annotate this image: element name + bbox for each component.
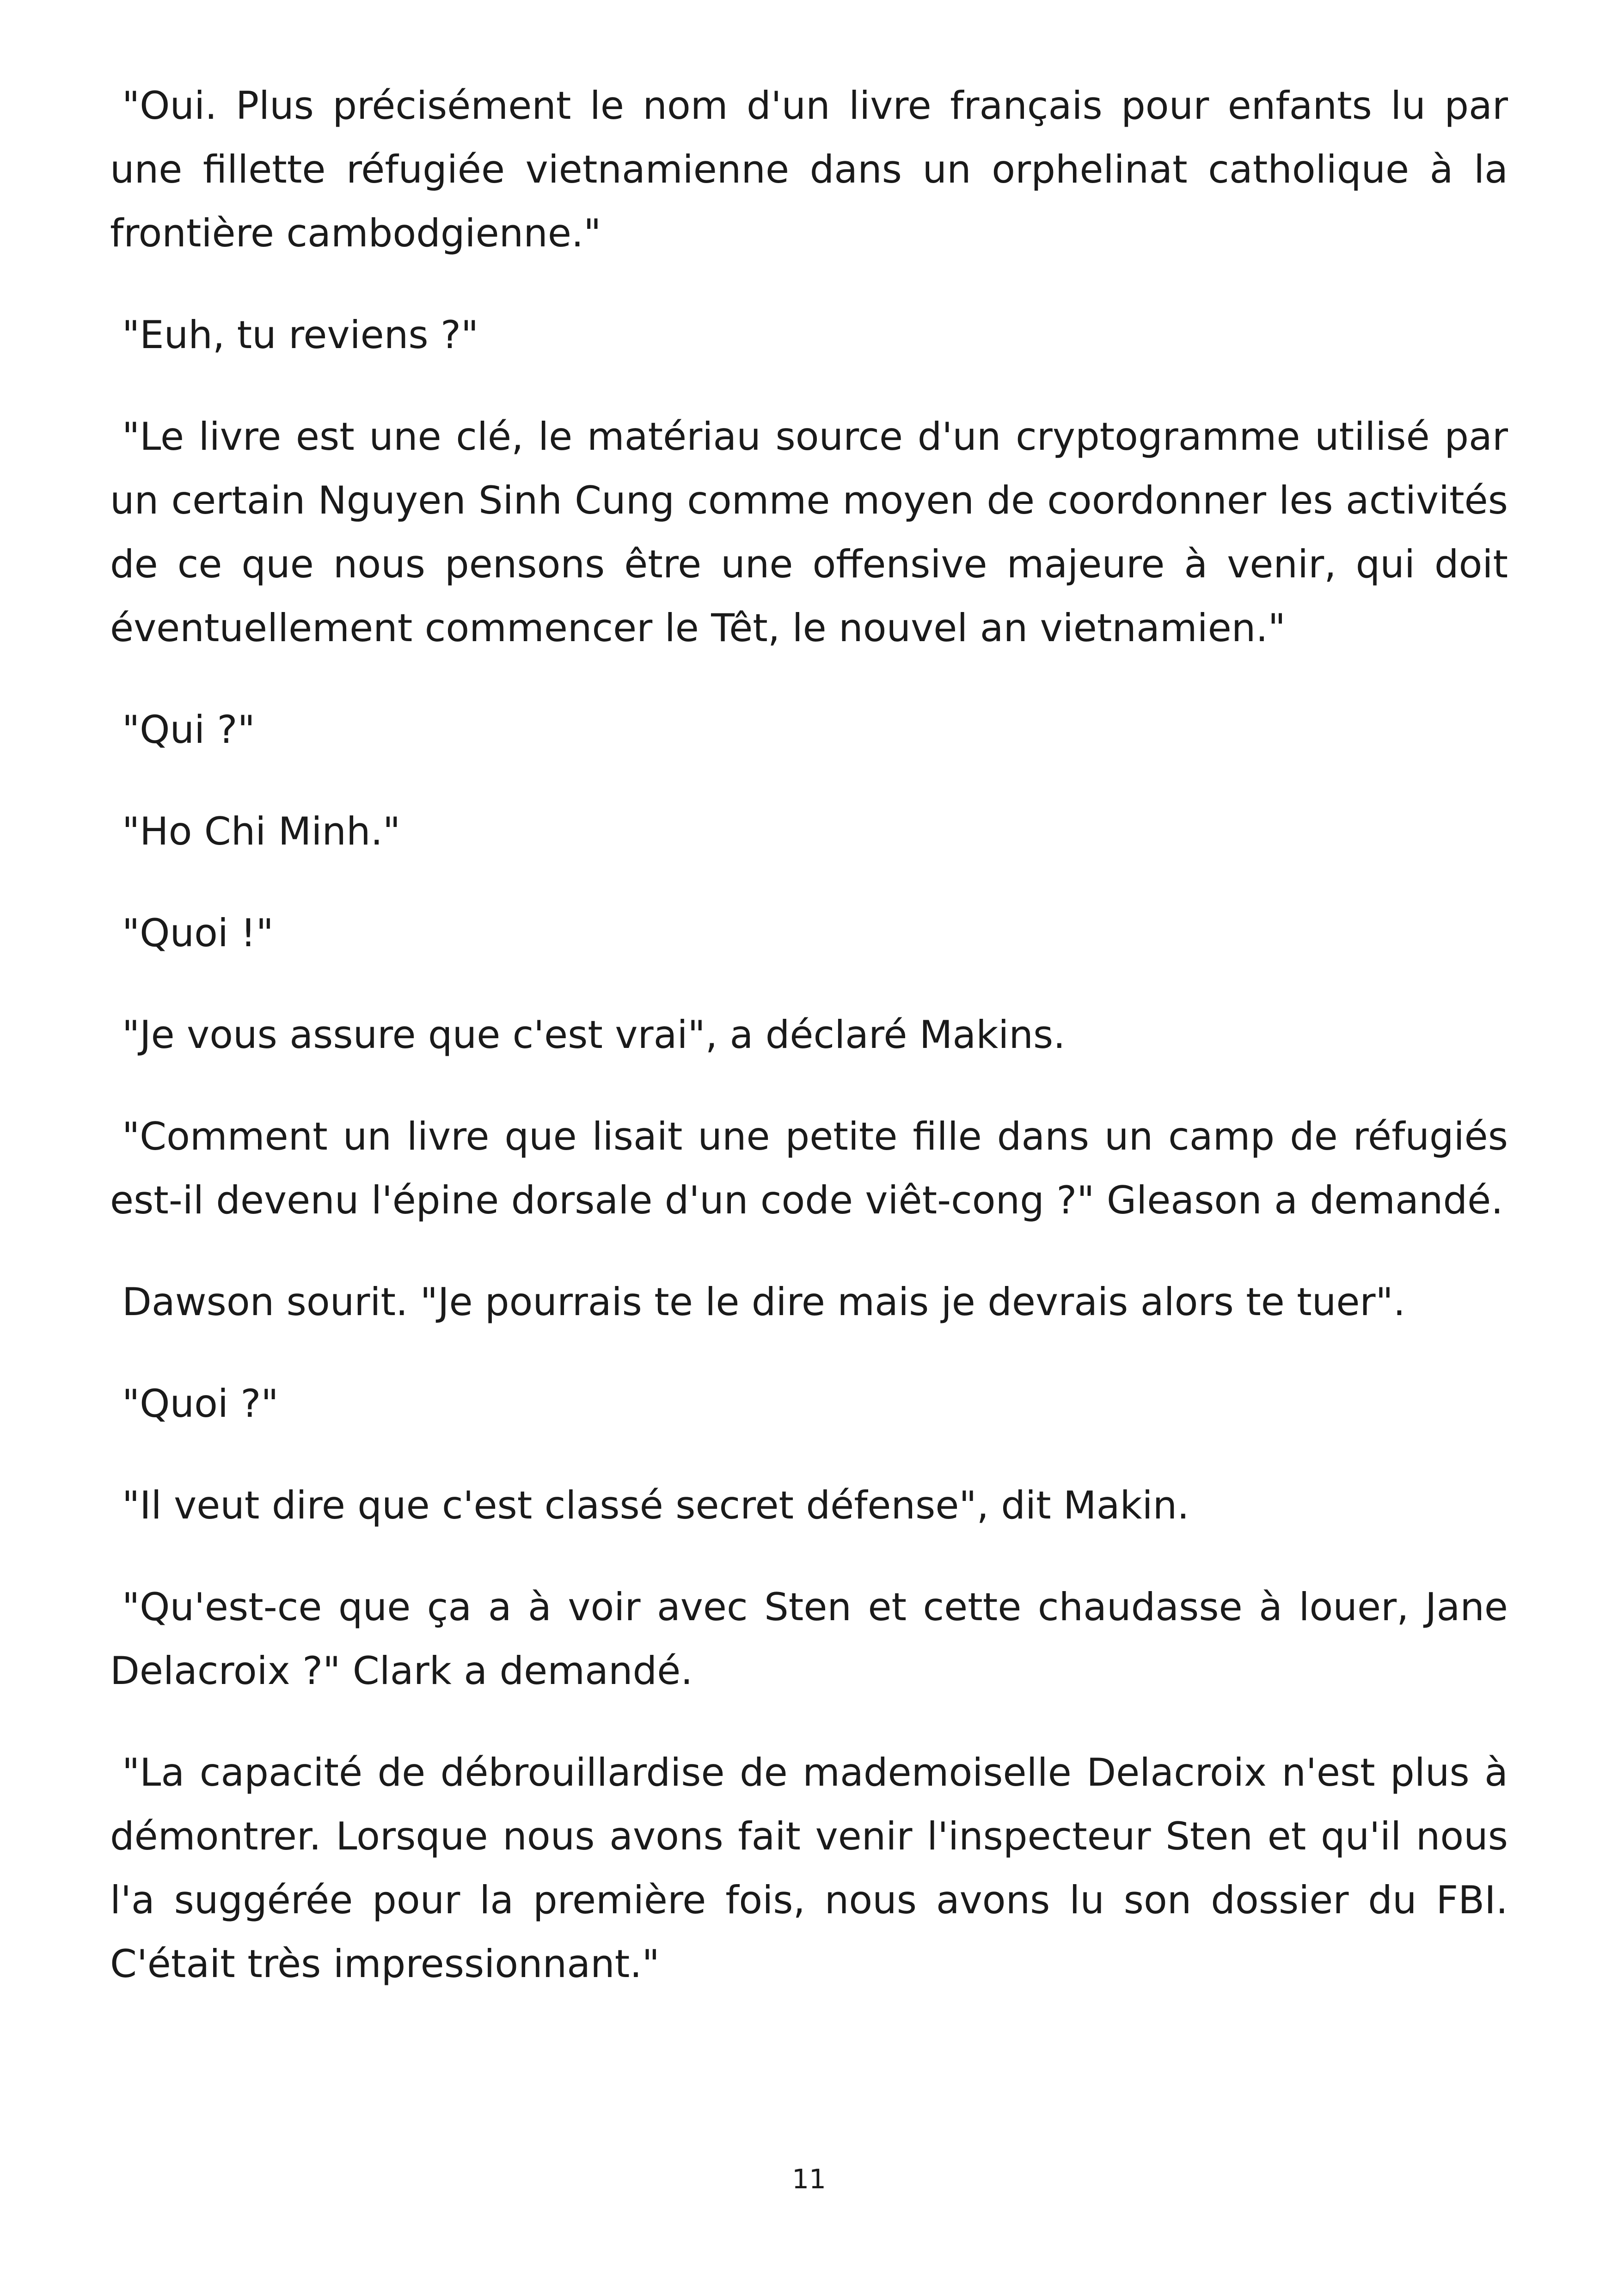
paragraph: "Quoi ?" (122, 1381, 279, 1426)
paragraph: "Qu'est-ce que ça a à voir avec Sten et cette chaudasse à louer, Jane Delacroix ?" Clark a demandé. (110, 1585, 1508, 1693)
paragraph: "Qui ?" (122, 707, 255, 752)
paragraph: "Le livre est une clé, le matériau source d'un cryptogramme utilisé par un certain Nguyen Sinh Cung comme moyen de coordonner les activités de ce que nous pensons être une offensive majeure à venir, qui doit éventuellement commencer le Têt, le nouvel an vietnamien." (110, 414, 1508, 650)
paragraph: "La capacité de débrouillardise de mademoiselle Delacroix n'est plus à démontrer. Lorsque nous avons fait venir l'inspecteur Sten et qu'il nous l'a suggérée pour la première fois, nous avons lu son dossier du FBI. C'était très impressionnant." (110, 1750, 1508, 1986)
body-text (110, 74, 1508, 2034)
paragraph: "Euh, tu reviens ?" (122, 312, 479, 357)
paragraph: "Ho Chi Minh." (122, 809, 401, 854)
paragraph: "Il veut dire que c'est classé secret défense", dit Makin. (122, 1483, 1189, 1528)
paragraph: "Je vous assure que c'est vrai", a déclaré Makins. (122, 1012, 1066, 1057)
paragraph: "Oui. Plus précisément le nom d'un livre français pour enfants lu par une fillette réfugiée vietnamienne dans un orphelinat catholique à la frontière cambodgienne." (110, 83, 1508, 256)
paragraph: "Quoi !" (122, 911, 274, 955)
page-number: 11 (792, 2163, 826, 2195)
paragraph: Dawson sourit. "Je pourrais te le dire mais je devrais alors te tuer". (122, 1280, 1406, 1324)
paragraph: "Comment un livre que lisait une petite fille dans un camp de réfugiés est-il devenu l'épine dorsale d'un code viêt-cong ?" Gleason a demandé. (110, 1114, 1508, 1223)
